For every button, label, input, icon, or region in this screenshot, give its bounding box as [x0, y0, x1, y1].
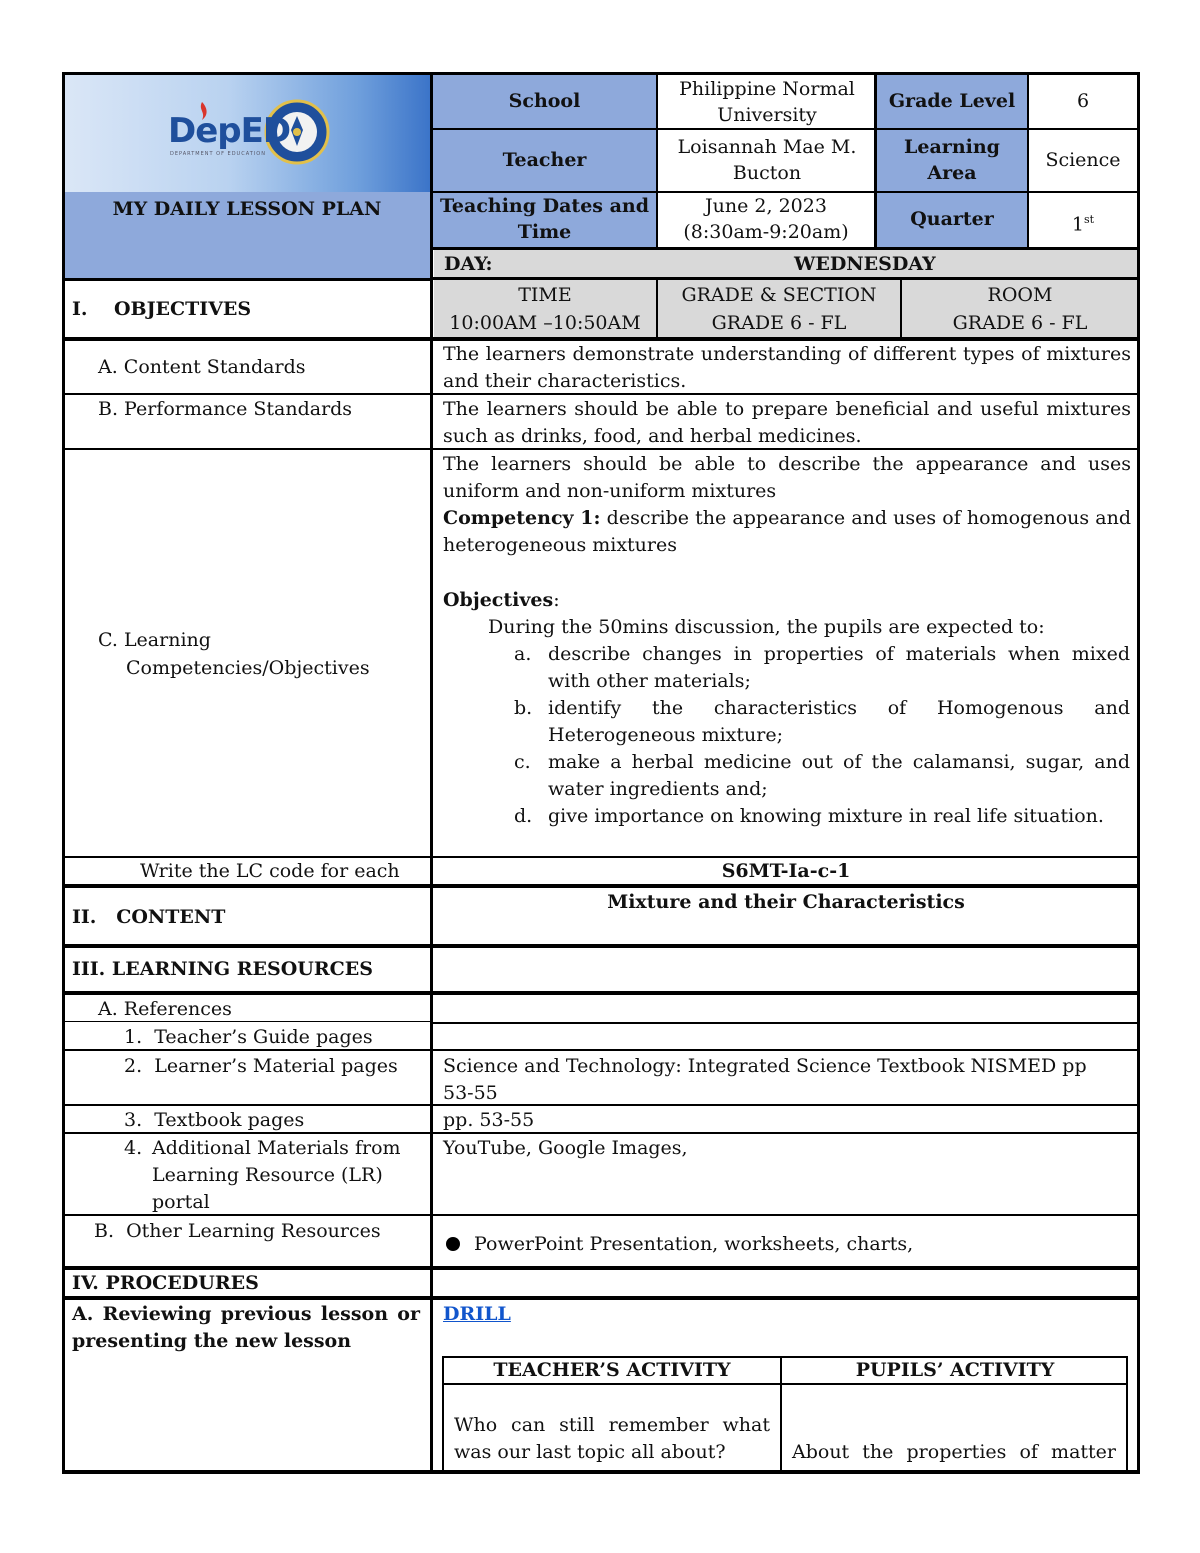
quarter-number: 1	[1071, 213, 1084, 236]
objectives-list	[444, 641, 1130, 830]
day-value: WEDNESDAY	[794, 253, 936, 275]
other-resources-value: PowerPoint Presentation, worksheets, charts,	[446, 1231, 913, 1258]
logo-text: DepED	[168, 111, 291, 151]
room-label: ROOM	[987, 284, 1053, 306]
quarter-value	[1028, 206, 1138, 238]
quarter-suffix: st	[1084, 213, 1095, 226]
school-label: School	[508, 90, 581, 112]
lc-code-label: Write the LC code for each	[140, 860, 400, 882]
time-label: TIME	[518, 284, 572, 306]
quarter-label: Quarter	[910, 208, 994, 230]
procedures-heading: IV. PROCEDURES	[72, 1272, 259, 1294]
dates-label: Teaching Dates and Time	[439, 195, 650, 243]
references-label: A. References	[98, 998, 232, 1020]
teacher-label: Teacher	[502, 149, 587, 171]
pupil-answer: About the properties of matter	[792, 1441, 1116, 1463]
resources-heading: III. LEARNING RESOURCES	[72, 958, 373, 980]
school-value: Philippine Normal University	[679, 78, 855, 126]
list-item: d. give importance on knowing mixture in real life situation.	[514, 805, 1104, 827]
list-item: b. identify the characteristics of Homogenous and Heterogeneous mixture;	[514, 697, 1130, 746]
objectives-intro: During the 50mins discussion, the pupils are expected to:	[488, 616, 1045, 638]
deped-logo	[162, 94, 332, 168]
competency-1-label: Competency 1:	[443, 507, 601, 529]
other-resources-label: B. Other Learning Resources	[94, 1220, 381, 1242]
grade-level-value: 6	[1076, 90, 1090, 112]
logo-subtext: DEPARTMENT OF EDUCATION	[170, 151, 266, 157]
time-value: 10:00AM –10:50AM	[449, 312, 641, 334]
list-item: a. describe changes in properties of materials when mixed with other materials;	[514, 643, 1130, 692]
teacher-question: Who can still remember what was our last topic all about?	[454, 1414, 770, 1463]
drill-link[interactable]: DRILL	[443, 1303, 511, 1325]
objectives-heading: I. OBJECTIVES	[72, 298, 252, 320]
am-label: Additional Materials from Learning Resource (LR) portal	[152, 1137, 401, 1213]
list-item: c. make a herbal medicine out of the calamansi, sugar, and water ingredients and;	[514, 751, 1130, 800]
pupil-activity-header: PUPILS’ ACTIVITY	[855, 1359, 1055, 1381]
objectives-subheading: Objectives:	[443, 589, 560, 611]
learning-area-value: Science	[1045, 149, 1121, 171]
section-value: GRADE 6 - FL	[711, 312, 847, 334]
am-value: YouTube, Google Images,	[443, 1137, 688, 1159]
tb-value: pp. 53-55	[443, 1109, 535, 1131]
room-value: GRADE 6 - FL	[952, 312, 1088, 334]
grade-level-label: Grade Level	[888, 90, 1016, 112]
content-value: Mixture and their Characteristics	[607, 891, 965, 913]
competency-1	[443, 505, 1131, 559]
performance-standards-text: The learners should be able to prepare beneficial and useful mixtures such as drinks, food, and herbal medicines.	[443, 398, 1131, 447]
competency-intro: The learners should be able to describe the appearance and uses uniform and non-uniform mixtures	[443, 453, 1131, 502]
tg-label: 1. Teacher’s Guide pages	[124, 1026, 373, 1048]
competencies-label-line1: C. Learning	[98, 629, 211, 651]
procedure-a-label: A. Reviewing previous lesson or presenting the new lesson	[72, 1303, 420, 1352]
lm-label: 2. Learner’s Material pages	[124, 1055, 398, 1077]
day-label: DAY:	[444, 253, 493, 275]
content-heading: II. CONTENT	[72, 906, 226, 928]
teacher-value: Loisannah Mae M. Bucton	[677, 136, 857, 184]
day-row	[434, 250, 1138, 278]
section-label: GRADE & SECTION	[681, 284, 877, 306]
bullet-icon	[446, 1237, 460, 1251]
teacher-activity-header: TEACHER’S ACTIVITY	[493, 1359, 731, 1381]
content-standards-text: The learners demonstrate understanding of different types of mixtures and their characteristics.	[443, 343, 1131, 392]
performance-standards-label: B. Performance Standards	[98, 398, 353, 420]
page-title: MY DAILY LESSON PLAN	[112, 198, 382, 220]
learning-area-label: Learning Area	[904, 136, 1000, 184]
dates-value-line1: June 2, 2023	[705, 195, 827, 217]
lm-value: Science and Technology: Integrated Science Textbook NISMED pp 53-55	[443, 1055, 1087, 1104]
tb-label: 3. Textbook pages	[124, 1109, 305, 1131]
am-label-num: 4.	[124, 1137, 143, 1159]
dates-value-line2: (8:30am-9:20am)	[683, 221, 849, 243]
competency-1-text: describe the appearance and uses of homogenous and heterogeneous mixtures	[443, 507, 1131, 556]
objectives-label: Objectives	[443, 589, 554, 611]
competencies-label-line2: Competencies/Objectives	[126, 657, 370, 679]
lc-code-value: S6MT-Ia-c-1	[721, 860, 851, 882]
content-standards-label: A. Content Standards	[98, 356, 306, 378]
